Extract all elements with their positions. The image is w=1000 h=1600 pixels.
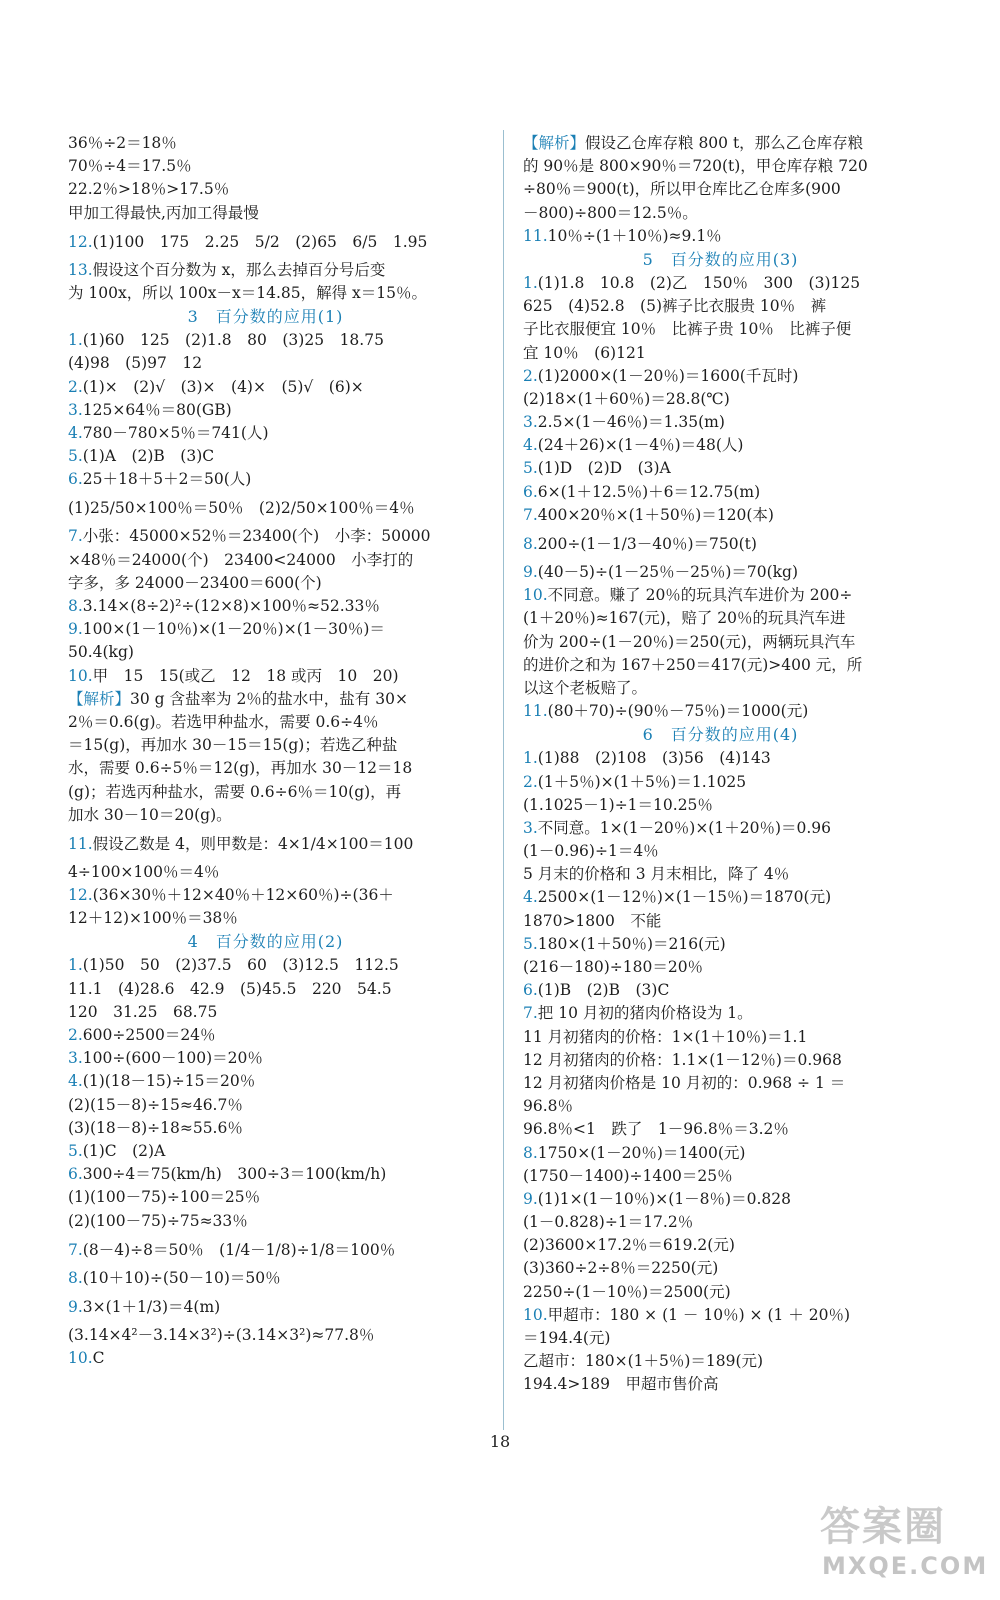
answer-text: (1)A (2)B (3)C — [82, 447, 215, 466]
answer-text: 12 月初猪肉的价格：1.1×(1－12％)＝0.968 — [523, 1050, 842, 1069]
answer-text: 200÷(1－1/3－40％)＝750(t) — [537, 535, 757, 553]
answer-line — [68, 1001, 463, 1024]
section-heading: 3 百分数的应用(1) — [187, 307, 344, 327]
answer-line — [523, 584, 918, 607]
question-number: 11. — [523, 226, 548, 245]
answer-text: 12＋12)×100％＝38％ — [68, 909, 238, 928]
question-number: 5. — [68, 447, 83, 466]
question-number: 3. — [68, 400, 83, 419]
answer-text: 96.8％ — [523, 1097, 574, 1116]
question-number: 12. — [68, 232, 93, 251]
answer-text: 的 90％是 800×90％＝720(t)，甲仓库存粮 720 — [523, 157, 868, 176]
answer-text: (1)25/50×100％＝50％ (2)2/50×100％＝4％ — [68, 499, 415, 518]
answer-text: 12 月初猪肉价格是 10 月初的：0.968 ÷ 1 ＝ — [523, 1073, 846, 1092]
answer-line — [68, 907, 463, 930]
answer-line — [68, 1290, 463, 1324]
question-number: 4. — [523, 888, 538, 907]
question-number: 8. — [523, 535, 538, 553]
answer-text: 4÷100×100％＝4％ — [68, 862, 220, 881]
question-number: 11. — [68, 834, 93, 853]
answer-text: (1)× (2)√ (3)× (4)× (5)√ (6)× — [82, 377, 364, 396]
answer-text: 子比衣服便宜 10％ 比裤子贵 10％ 比裤子便 — [523, 320, 852, 339]
answer-text: 300÷4＝75(km/h) 300÷3＝100(km/h) — [82, 1165, 387, 1184]
answer-line — [523, 631, 918, 654]
question-number: 7. — [523, 505, 538, 524]
question-number: 10. — [523, 586, 548, 605]
answer-text: 70％÷4＝17.5％ — [68, 157, 192, 176]
question-number: 3. — [68, 1049, 83, 1068]
answer-text: 100÷(600－100)＝20％ — [82, 1049, 263, 1068]
answer-text: (3)360÷2÷8％＝2250(元) — [523, 1259, 719, 1278]
answer-line — [523, 388, 918, 411]
answer-text: 25＋18＋5＋2＝50(人) — [82, 470, 252, 489]
answer-line — [68, 202, 463, 225]
answer-line — [523, 1281, 918, 1304]
answer-text: 6×(1＋12.5％)＋6＝12.75(m) — [537, 482, 761, 501]
answer-line — [523, 817, 918, 840]
answer-line — [523, 747, 918, 770]
answer-line — [523, 202, 918, 225]
answer-text: (1)C (2)A — [82, 1141, 166, 1160]
answer-line — [523, 1049, 918, 1072]
answer-line — [523, 1026, 918, 1049]
answer-line — [68, 572, 463, 595]
answer-line — [523, 1350, 918, 1373]
answer-text: (1)1×(1－10％)×(1－8％)＝0.828 — [537, 1189, 791, 1208]
question-number: 9. — [523, 1189, 538, 1208]
answer-text: (1750－1400)÷1400＝25％ — [523, 1166, 733, 1185]
answer-text: 字多，多 24000－23400＝600(个) — [68, 573, 322, 592]
question-number: 10. — [68, 666, 93, 685]
answer-text: (g)；若选丙种盐水，需要 0.6÷6％＝10(g)，再 — [68, 782, 402, 801]
question-number: 7. — [68, 527, 83, 546]
answer-line — [68, 1186, 463, 1209]
answer-line — [523, 1142, 918, 1165]
answer-line — [68, 665, 463, 688]
answer-line — [523, 457, 918, 480]
answer-text: 5 月末的价格和 3 月末相比，降了 4％ — [523, 865, 790, 884]
answer-text: 不同意。1×(1－20％)×(1＋20％)＝0.96 — [537, 818, 832, 837]
answer-text: 假设乙仓库存粮 800 t，那么乙仓库存粮 — [585, 134, 864, 152]
answer-text: (1)B (2)B (3)C — [537, 981, 670, 1000]
answer-line — [68, 259, 463, 282]
answer-text: 11.1 (4)28.6 42.9 (5)45.5 220 54.5 — [68, 979, 392, 998]
analysis-tag: 【解析】 — [523, 134, 586, 152]
answer-line — [523, 1002, 918, 1025]
answer-line — [68, 1233, 463, 1267]
answer-text: (1)50 50 (2)37.5 60 (3)12.5 112.5 — [82, 956, 399, 975]
answer-text: 为 100x，所以 100x－x＝14.85，解得 x＝15％。 — [68, 283, 428, 302]
answer-line — [523, 1373, 918, 1396]
answer-text: 1750×(1－20％)＝1400(元) — [537, 1143, 746, 1162]
answer-line — [68, 178, 463, 201]
answer-text: (1－0.828)÷1＝17.2％ — [523, 1213, 694, 1232]
answer-text: 2％＝0.6(g)。若选甲种盐水，需要 0.6÷4％ — [68, 712, 379, 731]
answer-text: 400×20％×(1＋50％)＝120(本) — [537, 505, 774, 524]
answer-line — [523, 1211, 918, 1234]
answer-line — [68, 491, 463, 525]
analysis-tag: 【解析】 — [68, 689, 131, 708]
question-number: 1. — [68, 956, 83, 975]
left-column — [68, 132, 463, 1370]
answer-line — [68, 978, 463, 1001]
answer-text: (2)(100－75)÷75≈33％ — [68, 1211, 248, 1230]
answer-line — [68, 132, 463, 155]
answer-text: (24＋26)×(1－4％)＝48(人) — [537, 436, 744, 455]
section-heading: 6 百分数的应用(4) — [642, 725, 799, 745]
question-number: 1. — [523, 273, 538, 292]
answer-line — [523, 771, 918, 794]
answer-text: (1＋20％)≈167(元)，赔了 20％的玩具汽车进 — [523, 609, 846, 628]
answer-text: 水，需要 0.6÷5％＝12(g)，再加水 30－12＝18 — [68, 759, 413, 778]
answer-text: ＝194.4(元) — [523, 1329, 611, 1347]
answer-line — [523, 863, 918, 886]
answer-line — [68, 1117, 463, 1140]
answer-text: (1－0.96)÷1＝4％ — [523, 842, 659, 861]
question-number: 3. — [523, 818, 538, 837]
answer-line — [68, 445, 463, 468]
answer-text: 假设乙数是 4，则甲数是：4×1/4×100＝100 — [92, 834, 414, 853]
question-number: 10. — [523, 1305, 548, 1324]
answer-line — [523, 178, 918, 201]
answer-text: 36％÷2＝18％ — [68, 134, 177, 152]
question-number: 6. — [68, 470, 83, 489]
question-number: 5. — [523, 459, 538, 478]
answer-text: 3.14×(8÷2)²÷(12×8)×100％≈52.33％ — [82, 597, 380, 615]
answer-text: 780－780×5％＝741(人) — [82, 423, 269, 442]
answer-text: 甲加工得最快,丙加工得最慢 — [68, 203, 259, 222]
answer-text: (3)(18－8)÷18≈55.6％ — [68, 1118, 243, 1137]
question-number: 4. — [68, 1072, 83, 1091]
answer-text: (2)3600×17.2％＝619.2(元) — [523, 1236, 735, 1255]
answer-line — [523, 527, 918, 561]
answer-text: (1＋5％)×(1＋5％)＝1.1025 — [537, 772, 747, 791]
question-number: 5. — [523, 934, 538, 953]
answer-text: 小张：45000×52％＝23400(个) 小李：50000 — [82, 527, 431, 546]
answer-text: 194.4>189 甲超市售价高 — [523, 1375, 719, 1394]
answer-line — [68, 468, 463, 491]
answer-text: 11 月初猪肉的价格：1×(1＋10％)＝1.1 — [523, 1027, 808, 1046]
answer-line — [523, 956, 918, 979]
answer-text: (1)60 125 (2)1.8 80 (3)25 18.75 — [82, 331, 384, 350]
answer-text: (10＋10)÷(50－10)＝50％ — [82, 1268, 281, 1287]
question-number: 13. — [68, 260, 93, 279]
question-number: 6. — [523, 981, 538, 1000]
answer-line — [68, 1324, 463, 1347]
answer-text: 价为 200÷(1－20％)＝250(元)，两辆玩具汽车 — [523, 632, 856, 651]
answer-line — [523, 561, 918, 584]
question-number: 9. — [68, 1297, 83, 1316]
answer-text: (1)2000×(1－20％)＝1600(千瓦时) — [537, 366, 799, 385]
answer-line — [523, 979, 918, 1002]
answer-line — [523, 677, 918, 700]
answer-line — [68, 282, 463, 305]
answer-line — [523, 700, 918, 723]
answer-line — [68, 525, 463, 548]
question-number: 11. — [523, 702, 548, 721]
answer-text: 2250÷(1－10％)＝2500(元) — [523, 1282, 731, 1301]
answer-line — [523, 910, 918, 933]
answer-text: (3.14×4²－3.14×3²)÷(3.14×3²)≈77.8％ — [68, 1325, 375, 1344]
answer-line — [523, 1072, 918, 1095]
answer-line — [68, 352, 463, 375]
answer-text: 50.4(kg) — [68, 643, 134, 662]
answer-text: 的进价之和为 167＋250＝417(元)>400 元，所 — [523, 655, 863, 674]
answer-text: 125×64％＝80(GB) — [82, 400, 232, 419]
question-number: 2. — [68, 377, 83, 396]
answer-text: 96.8％<1 跌了 1－96.8％＝3.2％ — [523, 1120, 789, 1139]
answer-line — [68, 711, 463, 734]
answer-line — [523, 933, 918, 956]
answer-text: 3×(1＋1/3)＝4(m) — [82, 1297, 221, 1316]
answer-line — [523, 1188, 918, 1211]
watermark-logo: 答案圈 — [820, 1504, 946, 1550]
answer-line — [523, 295, 918, 318]
question-number: 4. — [523, 436, 538, 455]
answer-line — [68, 861, 463, 884]
answer-line — [523, 504, 918, 527]
answer-line — [68, 954, 463, 977]
question-number: 8. — [523, 1143, 538, 1162]
answer-text: (1)D (2)D (3)A — [537, 459, 671, 478]
answer-line — [68, 376, 463, 399]
answer-text: (1.1025－1)÷1＝10.25％ — [523, 795, 713, 814]
question-number: 12. — [68, 886, 93, 905]
answer-line — [523, 411, 918, 434]
answer-line — [523, 1165, 918, 1188]
answer-line — [68, 757, 463, 780]
answer-line — [68, 1347, 463, 1370]
answer-text: 180×(1＋50％)＝216(元) — [537, 934, 726, 953]
answer-line — [68, 734, 463, 757]
answer-line — [523, 132, 918, 155]
answer-line — [523, 886, 918, 909]
question-number: 6. — [523, 482, 538, 501]
answer-text: 30 g 含盐率为 2％的盐水中，盐有 30× — [130, 689, 408, 708]
question-number: 9. — [523, 563, 538, 581]
answer-text: 宜 10％ (6)121 — [523, 343, 646, 362]
answer-line — [68, 1140, 463, 1163]
answer-line — [68, 804, 463, 827]
answer-line — [523, 607, 918, 630]
answer-line — [68, 422, 463, 445]
answer-text: (8－4)÷8＝50％ (1/4－1/8)÷1/8＝100％ — [82, 1240, 396, 1259]
answer-line — [523, 1257, 918, 1280]
answer-text: (1)(100－75)÷100＝25％ — [68, 1188, 261, 1207]
question-number: 2. — [68, 1026, 83, 1044]
answer-line — [68, 1163, 463, 1186]
answer-line — [523, 840, 918, 863]
answer-line — [68, 549, 463, 572]
answer-text: 不同意。赚了 20％的玩具汽车进价为 200÷ — [547, 586, 853, 605]
answer-text: (1)(18－15)÷15＝20％ — [82, 1072, 256, 1091]
column-divider — [503, 130, 504, 1430]
answer-line — [523, 434, 918, 457]
answer-text: 625 (4)52.8 (5)裤子比衣服贵 10％ 裤 — [523, 297, 827, 316]
answer-text: 10％÷(1＋10％)≈9.1％ — [547, 226, 722, 245]
question-number: 3. — [523, 413, 538, 432]
answer-line — [523, 1327, 918, 1350]
answer-line — [68, 1047, 463, 1070]
answer-text: (80＋70)÷(90％－75％)＝1000(元) — [547, 702, 809, 721]
answer-line — [68, 1094, 463, 1117]
answer-line — [523, 1095, 918, 1118]
question-number: 1. — [68, 331, 83, 350]
answer-text: 2500×(1－12％)×(1－15％)＝1870(元) — [537, 888, 832, 907]
answer-text: (1)88 (2)108 (3)56 (4)143 — [537, 749, 771, 768]
answer-text: (2)18×(1＋60％)＝28.8(℃) — [523, 389, 730, 408]
answer-line — [523, 654, 918, 677]
answer-text: －800)÷800＝12.5％。 — [523, 203, 698, 222]
question-number: 2. — [523, 772, 538, 791]
answer-line — [68, 884, 463, 907]
answer-line — [523, 794, 918, 817]
answer-text: (40－5)÷(1－25％－25％)＝70(kg) — [537, 563, 798, 581]
answer-text: 甲超市：180 × (1 － 10％) × (1 ＋ 20％) — [547, 1305, 850, 1324]
question-number: 5. — [68, 1141, 83, 1160]
answer-text: (4)98 (5)97 12 — [68, 354, 203, 373]
answer-line — [523, 365, 918, 388]
question-number: 2. — [523, 366, 538, 385]
answer-line — [523, 1234, 918, 1257]
answer-line — [68, 329, 463, 352]
answer-line — [68, 225, 463, 259]
answer-text: 600÷2500＝24％ — [82, 1026, 216, 1044]
answer-text: ×48％＝24000(个) 23400<24000 小李打的 — [68, 550, 414, 569]
answer-line — [68, 781, 463, 804]
answer-line — [523, 318, 918, 341]
answer-text: 以这个老板赔了。 — [523, 678, 648, 697]
question-number: 7. — [68, 1240, 83, 1259]
answer-text: (216－180)÷180＝20％ — [523, 958, 704, 976]
answer-line — [523, 225, 918, 248]
answer-text: 100×(1－10％)×(1－20％)×(1－30％)＝ — [82, 620, 385, 639]
answer-text: (1)100 175 2.25 5/2 (2)65 6/5 1.95 — [92, 232, 428, 251]
answer-line — [68, 595, 463, 618]
answer-line — [68, 1070, 463, 1093]
right-column — [523, 132, 918, 1397]
answer-text: 乙超市：180×(1＋5％)＝189(元) — [523, 1352, 764, 1371]
answer-line — [68, 827, 463, 861]
answer-text: 2.5×(1－46％)＝1.35(m) — [537, 413, 725, 432]
answer-line — [68, 399, 463, 422]
answer-line — [68, 1210, 463, 1233]
answer-text: (2)(15－8)÷15≈46.7％ — [68, 1095, 243, 1114]
answer-text: 甲 15 15(或乙 12 18 或丙 10 20) — [92, 666, 399, 685]
question-number: 10. — [68, 1349, 93, 1368]
section-heading: 5 百分数的应用(3) — [642, 249, 799, 269]
section-heading: 4 百分数的应用(2) — [187, 932, 344, 952]
answer-line — [523, 272, 918, 295]
question-number: 4. — [68, 423, 83, 442]
question-number: 8. — [68, 597, 83, 615]
answer-line — [523, 155, 918, 178]
answer-line — [68, 688, 463, 711]
question-number: 1. — [523, 749, 538, 768]
answer-text: 1870>1800 不能 — [523, 911, 662, 930]
answer-line — [68, 641, 463, 664]
answer-text: 120 31.25 68.75 — [68, 1002, 218, 1021]
answer-line — [523, 481, 918, 504]
question-number: 8. — [68, 1268, 83, 1287]
answer-text: 22.2％>18％>17.5％ — [68, 180, 230, 199]
answer-line — [68, 155, 463, 178]
answer-line — [68, 1024, 463, 1047]
answer-text: C — [92, 1349, 105, 1368]
answer-line — [523, 342, 918, 365]
answer-line — [68, 1267, 463, 1290]
question-number: 6. — [68, 1165, 83, 1184]
question-number: 7. — [523, 1004, 538, 1023]
answer-text: ＝15(g)，再加水 30－15＝15(g)；若选乙种盐 — [68, 736, 398, 755]
answer-line — [523, 1118, 918, 1141]
page-number: 18 — [489, 1432, 511, 1451]
answer-text: (1)1.8 10.8 (2)乙 150％ 300 (3)125 — [537, 273, 861, 292]
watermark-site: MXQE.COM — [822, 1552, 989, 1580]
answer-line — [523, 1304, 918, 1327]
answer-text: (36×30％＋12×40％＋12×60％)÷(36＋ — [92, 886, 394, 905]
answer-line — [68, 618, 463, 641]
answer-text: ÷80％＝900(t)，所以甲仓库比乙仓库多(900 — [523, 180, 841, 199]
answer-text: 把 10 月初的猪肉价格设为 1。 — [537, 1004, 753, 1023]
answer-text: 假设这个百分数为 x，那么去掉百分号后变 — [92, 260, 386, 279]
question-number: 9. — [68, 620, 83, 639]
answer-text: 加水 30－10＝20(g)。 — [68, 805, 232, 824]
